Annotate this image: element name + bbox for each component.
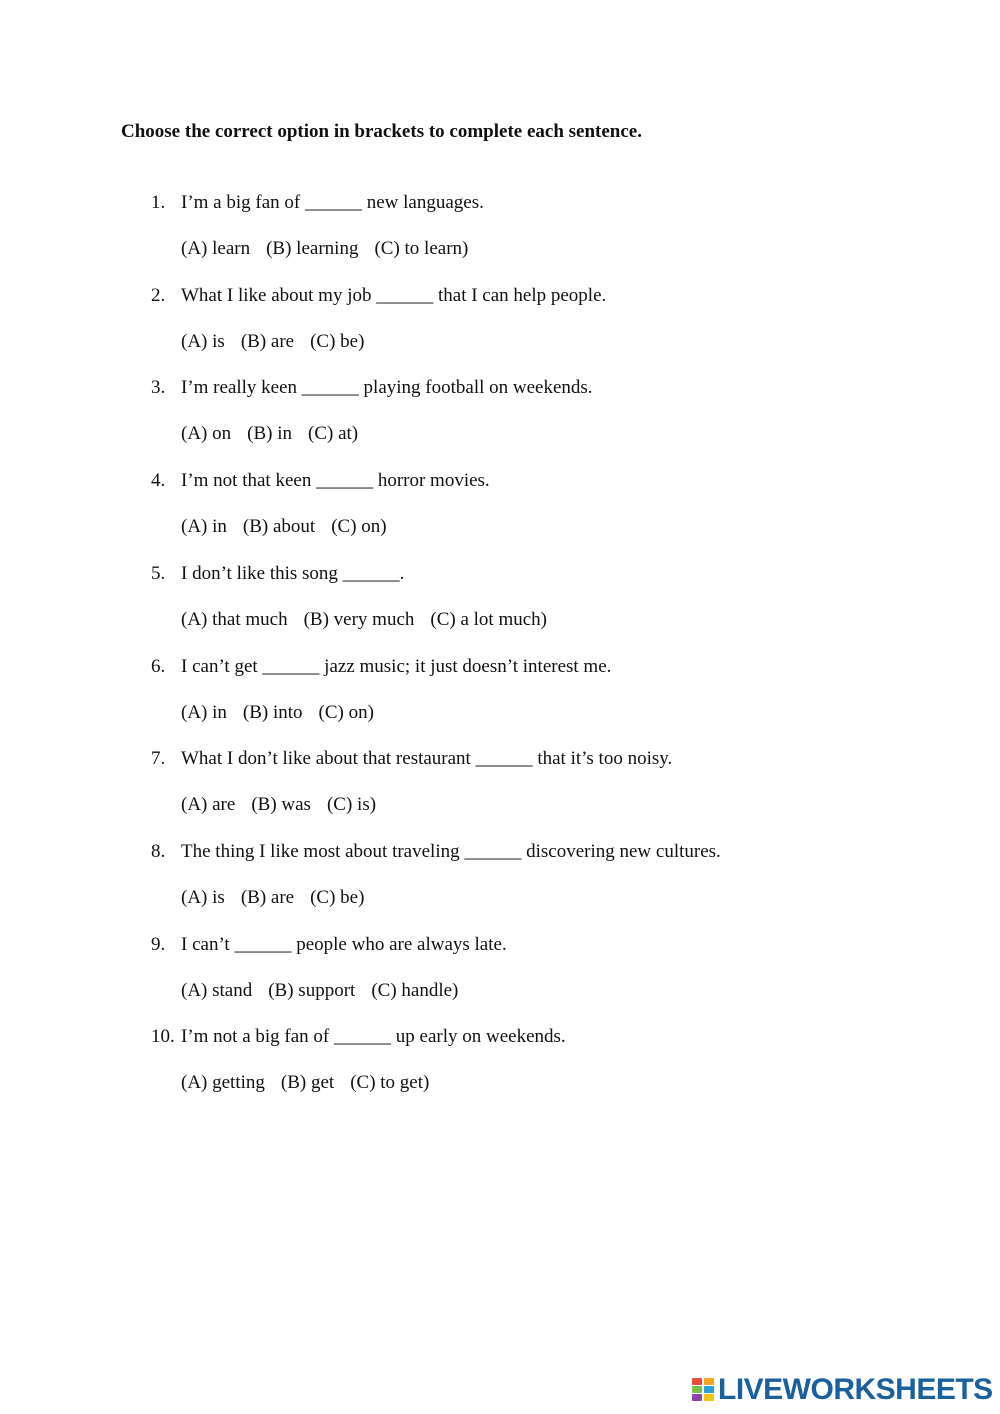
answer-option[interactable]: (C) to get) <box>350 1072 430 1093</box>
answer-option[interactable]: (C) a lot much) <box>430 609 547 630</box>
question-text: I can’t ______ people who are always late. <box>181 934 507 955</box>
question-item <box>0 841 1000 921</box>
answer-option[interactable]: (A) in <box>181 516 227 537</box>
answer-option[interactable]: (B) are <box>240 887 295 908</box>
question-item <box>0 377 1000 457</box>
question-item <box>0 563 1000 643</box>
answer-option[interactable]: (B) learning <box>266 238 359 259</box>
question-text: I don’t like this song ______. <box>181 563 405 584</box>
answer-options <box>181 516 387 538</box>
answer-options <box>181 238 468 260</box>
answer-option[interactable]: (B) in <box>247 423 292 444</box>
answer-option[interactable]: (A) learn <box>181 238 251 259</box>
answer-option[interactable]: (C) be) <box>310 887 365 908</box>
answer-option[interactable]: (C) on) <box>331 516 387 537</box>
question-item <box>0 470 1000 550</box>
question-text: What I like about my job ______ that I can help people. <box>181 285 607 306</box>
question-text: The thing I like most about traveling ______ discovering new cultures. <box>181 841 721 862</box>
answer-option[interactable]: (B) are <box>240 331 295 352</box>
question-item <box>0 192 1000 272</box>
question-text: I’m not a big fan of ______ up early on weekends. <box>181 1026 566 1047</box>
question-number: 3. <box>151 377 166 398</box>
answer-option[interactable]: (C) to learn) <box>374 238 469 259</box>
answer-option[interactable]: (A) on <box>181 423 232 444</box>
answer-option[interactable]: (C) be) <box>310 331 365 352</box>
question-number: 4. <box>151 470 166 491</box>
question-item <box>0 1026 1000 1106</box>
answer-option[interactable]: (B) very much <box>303 609 415 630</box>
logo-mark-square <box>692 1394 702 1401</box>
logo-mark-icon <box>692 1378 714 1402</box>
answer-option[interactable]: (A) in <box>181 702 227 723</box>
answer-options <box>181 423 358 445</box>
question-text: I can’t get ______ jazz music; it just doesn’t interest me. <box>181 656 612 677</box>
logo-mark-square <box>704 1394 714 1401</box>
answer-options <box>181 887 364 909</box>
question-item <box>0 748 1000 828</box>
answer-option[interactable]: (C) handle) <box>371 980 459 1001</box>
question-number: 1. <box>151 192 166 213</box>
question-number: 8. <box>151 841 166 862</box>
answer-option[interactable]: (C) is) <box>326 794 377 815</box>
answer-options <box>181 331 364 353</box>
answer-options <box>181 980 458 1002</box>
answer-option[interactable]: (A) is <box>181 887 225 908</box>
answer-option[interactable]: (A) stand <box>181 980 253 1001</box>
question-text: I’m not that keen ______ horror movies. <box>181 470 490 491</box>
question-text: I’m a big fan of ______ new languages. <box>181 192 484 213</box>
question-number: 9. <box>151 934 166 955</box>
question-text: I’m really keen ______ playing football on weekends. <box>181 377 593 398</box>
answer-option[interactable]: (C) on) <box>318 702 374 723</box>
instructions-heading: Choose the correct option in brackets to complete each sentence. <box>121 121 642 142</box>
answer-option[interactable]: (B) into <box>242 702 303 723</box>
answer-option[interactable]: (B) get <box>280 1072 335 1093</box>
answer-options <box>181 794 376 816</box>
logo-mark-square <box>704 1386 714 1393</box>
liveworksheets-logo <box>692 1374 993 1406</box>
logo-mark-square <box>692 1386 702 1393</box>
answer-option[interactable]: (C) at) <box>308 423 359 444</box>
question-number: 5. <box>151 563 166 584</box>
question-item <box>0 656 1000 736</box>
question-number: 6. <box>151 656 166 677</box>
answer-options <box>181 609 547 631</box>
answer-option[interactable]: (A) are <box>181 794 236 815</box>
logo-mark-square <box>704 1378 714 1385</box>
answer-option[interactable]: (A) that much <box>181 609 288 630</box>
answer-option[interactable]: (B) was <box>251 794 311 815</box>
logo-text: LIVEWORKSHEETS <box>718 1373 993 1406</box>
logo-mark-square <box>692 1378 702 1385</box>
answer-option[interactable]: (B) support <box>268 980 356 1001</box>
answer-option[interactable]: (B) about <box>242 516 316 537</box>
question-number: 2. <box>151 285 166 306</box>
answer-option[interactable]: (A) is <box>181 331 225 352</box>
answer-options <box>181 1072 429 1094</box>
question-item <box>0 934 1000 1014</box>
question-text: What I don’t like about that restaurant ______ that it’s too noisy. <box>181 748 673 769</box>
question-number: 10. <box>151 1026 175 1047</box>
question-item <box>0 285 1000 365</box>
question-number: 7. <box>151 748 166 769</box>
answer-options <box>181 702 374 724</box>
answer-option[interactable]: (A) getting <box>181 1072 265 1093</box>
